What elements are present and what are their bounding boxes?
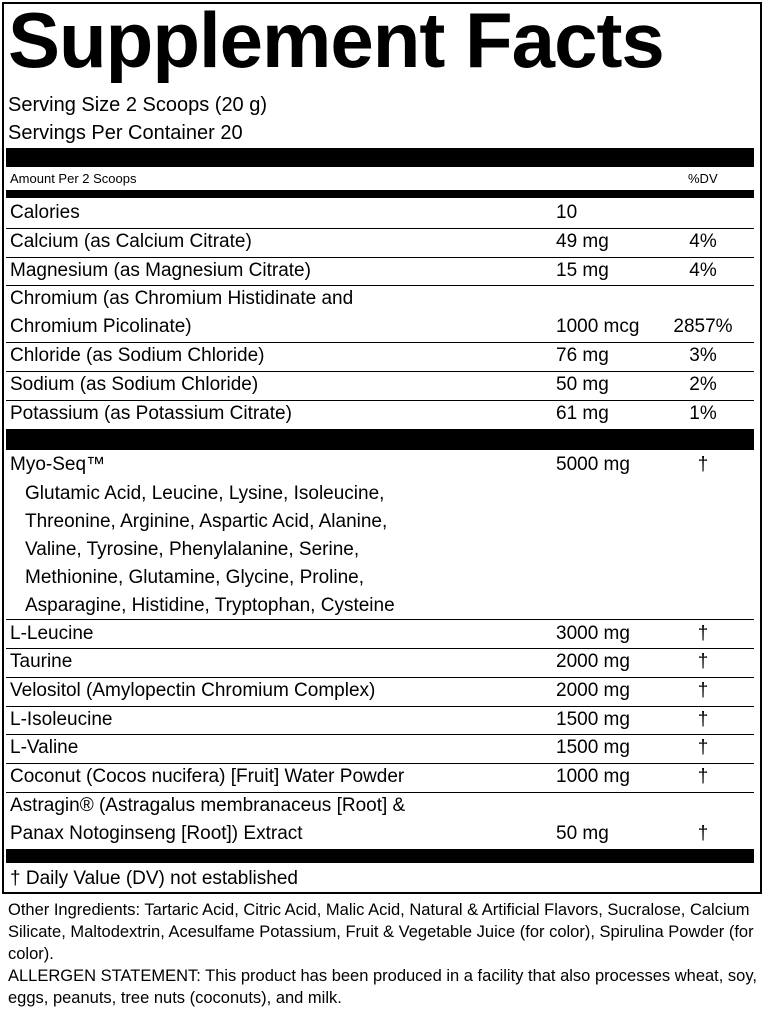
nutrient-dv: 1% [689, 403, 717, 424]
blend-ingredient-line: Methionine, Glutamine, Glycine, Proline, [25, 567, 364, 588]
ingredient-name: Coconut (Cocos nucifera) [Fruit] Water Powder [10, 766, 405, 787]
daily-value-footnote: † Daily Value (DV) not established [10, 868, 298, 889]
blend-ingredient-line: Glutamic Acid, Leucine, Lysine, Isoleucine, [25, 483, 385, 504]
nutrient-dv: 4% [689, 231, 717, 252]
ingredient-amount: 3000 mg [556, 623, 630, 644]
nutrient-amount: 50 mg [556, 374, 609, 395]
ingredient-name: L-Isoleucine [10, 709, 113, 730]
ingredient-name: Taurine [10, 651, 73, 672]
ingredient-dv: † [697, 680, 709, 701]
thick-divider [6, 429, 754, 450]
other-ingredients: Other Ingredients: Tartaric Acid, Citric Acid, Malic Acid, Natural & Artificial Flavors, Sucralose, Calcium Silicate, Maltodextrin, Acesulfame Potassium, Fruit & Vegetable Juice (for color), Spirulina Powder (for color). [8, 901, 754, 963]
ingredient-dv: † [697, 766, 709, 787]
thick-divider [6, 849, 754, 863]
nutrient-amount: 15 mg [556, 260, 609, 281]
nutrient-name: Sodium (as Sodium Chloride) [10, 374, 259, 395]
nutrient-name: Calcium (as Calcium Citrate) [10, 231, 252, 252]
nutrient-name-continued: Chromium Picolinate) [10, 316, 192, 337]
blend-ingredient-line: Threonine, Arginine, Aspartic Acid, Alanine, [25, 511, 388, 532]
ingredient-name: L-Valine [10, 737, 79, 758]
ingredient-dv: † [697, 823, 709, 844]
nutrient-name: Chloride (as Sodium Chloride) [10, 345, 265, 366]
blend-ingredient-line: Valine, Tyrosine, Phenylalanine, Serine, [25, 539, 360, 560]
panel-title: Supplement Facts [8, 0, 664, 84]
row-divider [6, 648, 754, 649]
blend-dv: † [697, 454, 709, 475]
nutrient-name: Potassium (as Potassium Citrate) [10, 403, 292, 424]
ingredient-dv: † [697, 623, 709, 644]
row-divider [6, 734, 754, 735]
blend-ingredient-line: Asparagine, Histidine, Tryptophan, Cysteine [25, 595, 395, 616]
blend-ingredient-list [25, 480, 465, 620]
nutrient-amount: 61 mg [556, 403, 609, 424]
servings-per-container: Servings Per Container 20 [8, 122, 243, 144]
other-ingredients-block [8, 899, 760, 1009]
ingredient-name: Astragin® (Astragalus membranaceus [Root] & [10, 795, 406, 816]
ingredient-dv: † [697, 651, 709, 672]
nutrient-name: Chromium (as Chromium Histidinate and [10, 288, 354, 309]
amount-per-serving-header: Amount Per 2 Scoops [10, 171, 137, 186]
blend-amount: 5000 mg [556, 454, 630, 475]
nutrient-name: Calories [10, 202, 80, 223]
ingredient-amount: 2000 mg [556, 680, 630, 701]
serving-size: Serving Size 2 Scoops (20 g) [8, 94, 268, 116]
ingredient-amount: 1500 mg [556, 737, 630, 758]
allergen-statement: ALLERGEN STATEMENT: This product has been produced in a facility that also processes wheat, soy, eggs, peanuts, tree nuts (coconuts), and milk. [8, 967, 757, 1007]
row-divider [6, 706, 754, 707]
daily-value-header: %DV [688, 171, 718, 186]
nutrient-dv: 4% [689, 260, 717, 281]
blend-name: Myo-Seq™ [10, 454, 106, 475]
ingredient-name: Velositol (Amylopectin Chromium Complex) [10, 680, 376, 701]
nutrient-amount: 49 mg [556, 231, 609, 252]
ingredient-amount: 1500 mg [556, 709, 630, 730]
row-divider [6, 619, 754, 620]
ingredient-dv: † [697, 709, 709, 730]
ingredient-name-continued: Panax Notoginseng [Root]) Extract [10, 823, 303, 844]
ingredient-name: L-Leucine [10, 623, 94, 644]
medium-divider [6, 190, 754, 198]
thick-divider [6, 148, 754, 167]
nutrient-dv: 2857% [673, 316, 733, 337]
ingredient-dv: † [697, 737, 709, 758]
nutrient-amount: 10 [556, 202, 578, 223]
ingredient-amount: 1000 mg [556, 766, 630, 787]
ingredient-amount: 2000 mg [556, 651, 630, 672]
nutrient-name: Magnesium (as Magnesium Citrate) [10, 260, 311, 281]
ingredient-amount: 50 mg [556, 823, 609, 844]
nutrient-dv: 3% [689, 345, 717, 366]
nutrient-dv: 2% [689, 374, 717, 395]
nutrient-amount: 1000 mcg [556, 316, 640, 337]
nutrient-amount: 76 mg [556, 345, 609, 366]
